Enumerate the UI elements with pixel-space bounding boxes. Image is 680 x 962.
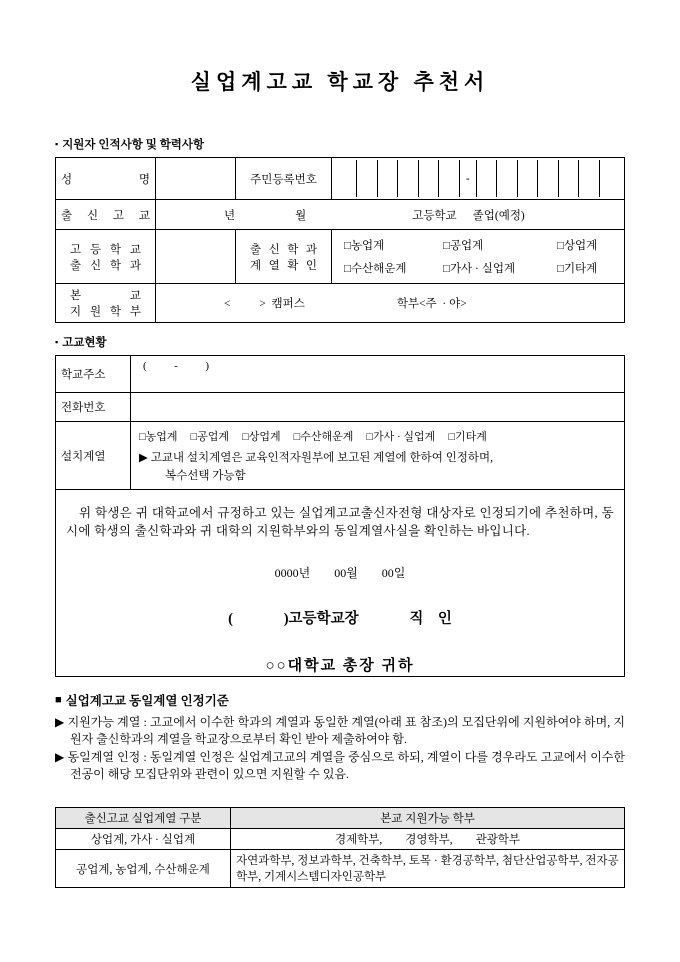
installed-track-note-continued: 복수선택 가능함 bbox=[165, 470, 246, 482]
applied-faculty-label bbox=[56, 284, 156, 323]
grad-month-label: 월 bbox=[295, 209, 307, 222]
postal-code-placeholder: ( - ) bbox=[143, 360, 209, 372]
track-confirm-label bbox=[236, 230, 332, 284]
recommendation-statement: 위 학생은 귀 대학교에서 규정하고 있는 실업계고교출신자전형 대상자로 인정되기에 추천하며, 동시에 학생의 출신학과와 귀 대학의 지원학부와의 동일계열사실을 확인하는 바입니다. bbox=[66, 506, 614, 538]
mapping-origin-industry: 공업계, 농업계, 수산해운계 bbox=[56, 850, 231, 888]
highschool-value-cell bbox=[156, 230, 236, 284]
checkbox-option-agriculture: □농업계 bbox=[139, 431, 178, 443]
origin-school-row bbox=[56, 200, 625, 230]
grad-school-label: 고등학교 bbox=[412, 209, 457, 222]
highschool-label-line2: 출 신 학 과 bbox=[70, 259, 141, 272]
mapping-header-faculties: 본교 지원가능 학부 bbox=[231, 808, 625, 829]
section1-heading bbox=[55, 136, 625, 152]
rrn-digit-box bbox=[558, 160, 578, 197]
section1-heading-text: 지원자 인적사항 및 학력사항 bbox=[62, 139, 205, 151]
highschool-dept-label bbox=[56, 230, 156, 284]
rrn-digit-box bbox=[337, 160, 356, 197]
rrn-digit-boxes bbox=[337, 160, 619, 197]
square-bullet-icon: ▪ bbox=[55, 336, 59, 347]
rrn-input-cell bbox=[332, 158, 625, 200]
installed-track-row bbox=[56, 422, 625, 490]
rrn-digit-box bbox=[397, 160, 417, 197]
installed-track-label: 설치계열 bbox=[56, 422, 131, 490]
addressee-line: ○○대학교 총장 귀하 bbox=[265, 658, 415, 674]
mapping-faculties-commerce: 경제학부, 경영학부, 관광학부 bbox=[231, 829, 625, 850]
applied-faculty-label-line2: 지 원 학 부 bbox=[70, 306, 141, 318]
rrn-digit-box bbox=[438, 160, 458, 197]
checkbox-option-industry: □공업계 bbox=[190, 431, 230, 443]
principal-signature-line: ( )고등학교장 직 인 bbox=[228, 611, 452, 627]
page-title: 실업계고교 학교장 추천서 bbox=[190, 70, 490, 94]
grad-year-label: 년 bbox=[224, 209, 236, 222]
checkbox-option-commerce: □상업계 bbox=[242, 431, 281, 443]
campus-line bbox=[161, 295, 619, 311]
square-bullet-icon: ■ bbox=[55, 693, 62, 706]
rrn-dash: - bbox=[459, 160, 476, 197]
school-address-cell bbox=[131, 356, 625, 393]
grad-status-label: 졸업(예정) bbox=[472, 209, 525, 222]
checkbox-option-commerce: □상업계 bbox=[557, 240, 598, 252]
rrn-digit-box bbox=[537, 160, 557, 197]
checkbox-option-home-economics: □가사 · 실업계 bbox=[443, 263, 516, 275]
rrn-digit-box bbox=[418, 160, 438, 197]
date-line: 0000년 00월 00일 bbox=[274, 566, 406, 580]
recommendation-cell bbox=[56, 490, 625, 677]
highschool-label-line1: 고 등 학 교 bbox=[70, 243, 141, 256]
mapping-faculties-industry: 자연과학부, 정보과학부, 건축학부, 토목 · 환경공학부, 첨단산업공학부, 전자공학부, 기계시스템디자인공학부 bbox=[231, 850, 625, 888]
track-checkbox-grid bbox=[337, 232, 619, 281]
campus-placeholder: < > 캠퍼스 bbox=[224, 298, 305, 310]
rrn-digit-box bbox=[578, 160, 598, 197]
track-confirm-label-line1: 출 신 학 과 bbox=[250, 243, 317, 256]
checkbox-option-industry: □공업계 bbox=[443, 240, 484, 252]
square-bullet-icon: ▪ bbox=[55, 138, 59, 149]
applicant-info-table bbox=[55, 157, 625, 323]
school-address-row bbox=[56, 356, 625, 393]
rrn-digit-box bbox=[496, 160, 516, 197]
checkbox-option-marine: □수산해운계 bbox=[344, 263, 407, 275]
applied-faculty-row bbox=[56, 284, 625, 323]
installed-track-note: ▶ 고교내 설치계열은 교육인적자원부에 보고된 계열에 한하여 인정하며, bbox=[139, 452, 494, 464]
track-confirm-label-line2: 계 열 확 인 bbox=[250, 259, 317, 272]
mapping-header-origin: 출신고교 실업계열 구분 bbox=[56, 808, 231, 829]
origin-school-label: 출 신 고 교 bbox=[56, 200, 156, 230]
graduation-line bbox=[161, 207, 619, 223]
graduation-cell bbox=[156, 200, 625, 230]
section3-heading bbox=[55, 691, 625, 709]
school-address-label: 학교주소 bbox=[56, 356, 131, 393]
track-mapping-table bbox=[55, 807, 625, 888]
section3-heading-text: 실업계고교 동일계열 인정기준 bbox=[65, 694, 229, 708]
checkbox-option-home-economics: □가사 · 실업계 bbox=[366, 431, 436, 443]
rrn-digit-box bbox=[377, 160, 397, 197]
installed-track-options bbox=[136, 428, 619, 444]
criteria-bullet-eligible-track: ▶ 지원가능 계열 : 고교에서 이수한 학과의 계열과 동일한 계열(아래 표 참조)의 모집단위에 지원하여야 하며, 지원자 출신학과의 계열을 학교장으로부터 확인 받아 제출하여야 함. bbox=[55, 715, 625, 746]
highschool-status-table bbox=[55, 355, 625, 677]
mapping-row-industry bbox=[56, 850, 625, 888]
checkbox-option-marine: □수산해운계 bbox=[293, 431, 354, 443]
faculty-daynight-placeholder: 학부<주 · 야> bbox=[396, 298, 467, 310]
rrn-digit-box bbox=[599, 160, 619, 197]
recommendation-row bbox=[56, 490, 625, 677]
checkbox-option-agriculture: □농업계 bbox=[344, 240, 385, 252]
mapping-origin-commerce: 상업계, 가사 · 실업계 bbox=[56, 829, 231, 850]
name-label: 성 명 bbox=[56, 158, 156, 200]
section2-heading-text: 고교현황 bbox=[62, 337, 107, 349]
track-checkbox-cell bbox=[332, 230, 625, 284]
mapping-row-commerce bbox=[56, 829, 625, 850]
checkbox-option-other: □기타계 bbox=[448, 431, 487, 443]
phone-number-row bbox=[56, 393, 625, 422]
campus-cell bbox=[156, 284, 625, 323]
section2-heading bbox=[55, 334, 625, 350]
phone-number-cell bbox=[131, 393, 625, 422]
rrn-digit-box bbox=[356, 160, 376, 197]
rrn-digit-box bbox=[476, 160, 496, 197]
applied-faculty-label-line1: 본 교 bbox=[70, 290, 141, 302]
checkbox-option-other: □기타계 bbox=[557, 263, 598, 275]
rrn-label: 주민등록번호 bbox=[236, 158, 332, 200]
phone-number-label: 전화번호 bbox=[56, 393, 131, 422]
name-value-cell bbox=[156, 158, 236, 200]
highschool-track-row bbox=[56, 230, 625, 284]
mapping-header-row bbox=[56, 808, 625, 829]
criteria-bullet-same-track: ▶ 동일계열 인정 : 동일계열 인정은 실업계고교의 계열을 중심으로 하되, 계열이 다를 경우라도 고교에서 이수한 전공이 해당 모집단위와 관련이 있으면 지원할 수 있음. bbox=[55, 750, 625, 781]
installed-track-cell bbox=[131, 422, 625, 490]
name-rrn-row bbox=[56, 158, 625, 200]
rrn-digit-box bbox=[517, 160, 537, 197]
